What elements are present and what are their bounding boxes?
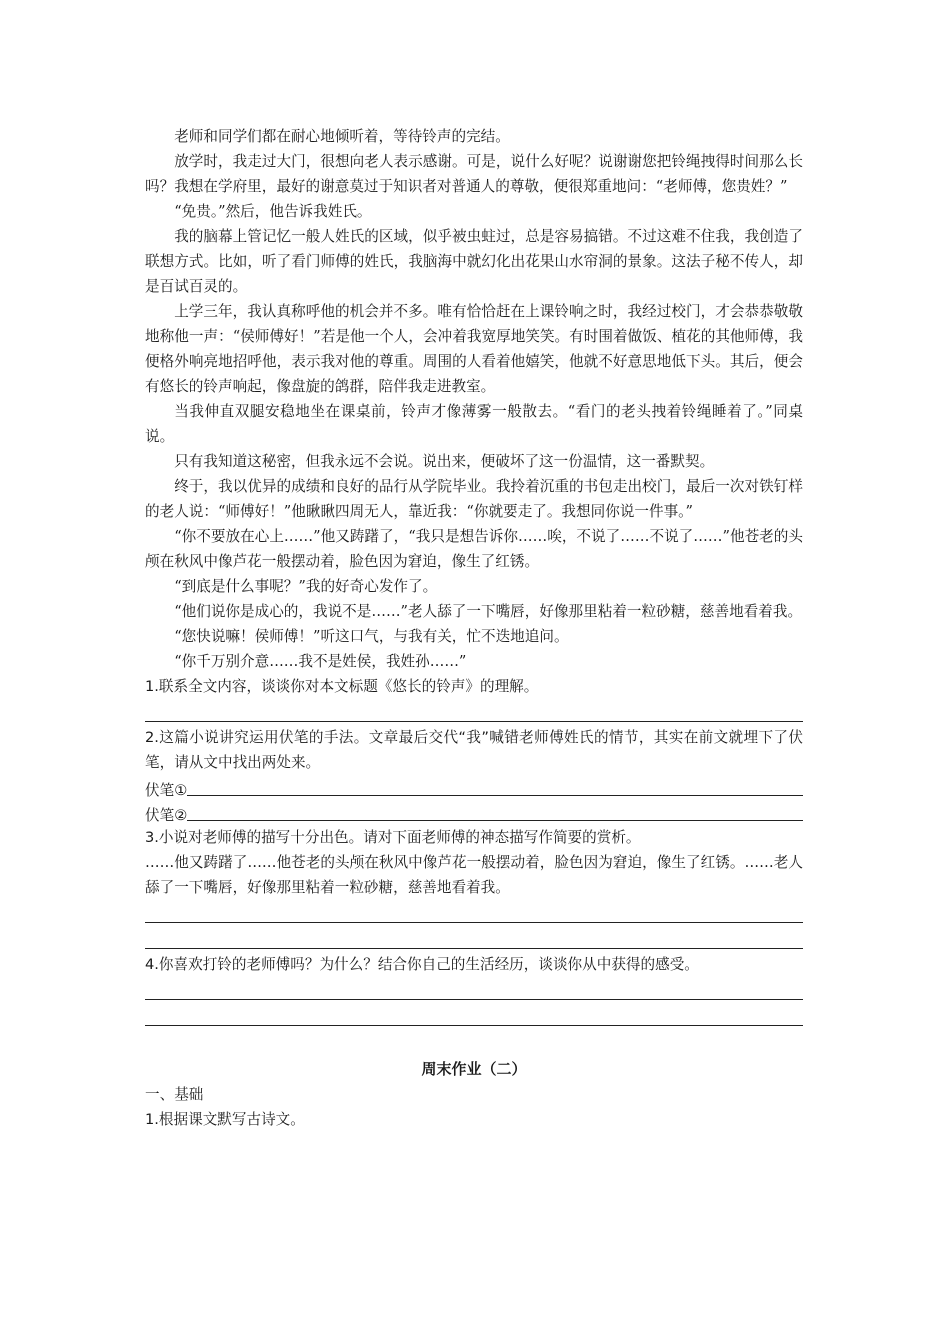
- question-4-text: 4.你喜欢打铃的老师傅吗？为什么？结合你自己的生活经历，谈谈你从中获得的感受。: [145, 956, 699, 973]
- question-3: [145, 825, 803, 949]
- section-item: 1.根据课文默写古诗文。: [145, 1111, 305, 1128]
- story-paragraph: “到底是什么事呢？”我的好奇心发作了。: [174, 578, 438, 595]
- section-part-heading: 一、基础: [145, 1086, 204, 1103]
- story-paragraph: “他们说你是成心的，我说不是……”老人舔了一下嘴唇，好像那里粘着一粒砂糖，慈善地看着我。: [174, 603, 803, 620]
- section-title: 周末作业（二）: [421, 1060, 527, 1078]
- question-2-text: 2.这篇小说讲究运用伏笔的手法。文章最后交代“我”喊错老师傅姓氏的情节，其实在前文就埋下了伏笔，请从文中找出两处来。: [145, 729, 803, 771]
- answer-line[interactable]: [145, 699, 803, 722]
- answer-line[interactable]: [145, 1003, 803, 1026]
- story-paragraph: “免贵。”然后，他告诉我姓氏。: [174, 203, 372, 220]
- story-paragraph: 我的脑幕上管记忆一般人姓氏的区域，似乎被虫蛀过，总是容易搞错。不过这难不住我，我创造了联想方式。比如，听了看门师傅的姓氏，我脑海中就幻化出花果山水帘洞的景象。这法子秘不传人，却是百试百灵的。: [145, 228, 803, 295]
- story-paragraph: 放学时，我走过大门，很想向老人表示感谢。可是，说什么好呢？说谢谢您把铃绳拽得时间那么长吗？我想在学府里，最好的谢意莫过于知识者对普通人的尊敬，便很郑重地问：“老师傅，您贵姓？”: [145, 153, 803, 195]
- worksheet-page: [145, 124, 803, 1132]
- question-3-text: 3.小说对老师傅的描写十分出色。请对下面老师傅的神态描写作简要的赏析。: [145, 829, 641, 846]
- question-4: [145, 952, 803, 1026]
- answer-line[interactable]: [145, 977, 803, 1000]
- question-1: [145, 674, 803, 722]
- foreshadow-2-answer-line[interactable]: [187, 802, 803, 821]
- story-paragraph: 上学三年，我认真称呼他的机会并不多。唯有恰恰赶在上课铃响之时，我经过校门，才会恭恭敬敬地称他一声：“侯师傅好！”若是他一个人，会冲着我宽厚地笑笑。有时围着做饭、植花的其他师傅，我便格外响亮地招呼他，表示我对他的尊重。周围的人看着他嬉笑，他就不好意思地低下头。其后，便会有悠长的铃声响起，像盘旋的鸽群，陪伴我走进教室。: [145, 303, 803, 395]
- foreshadow-1-row: [145, 775, 803, 800]
- answer-line[interactable]: [145, 900, 803, 923]
- foreshadow-1-label: 伏笔①: [145, 782, 188, 799]
- foreshadow-2-label: 伏笔②: [145, 807, 188, 824]
- story-text: [145, 124, 803, 674]
- foreshadow-1-answer-line[interactable]: [187, 777, 803, 796]
- story-paragraph: 当我伸直双腿安稳地坐在课桌前，铃声才像薄雾一般散去。“看门的老头拽着铃绳睡着了。”同桌说。: [145, 403, 803, 445]
- question-1-text: 1.联系全文内容，谈谈你对本文标题《悠长的铃声》的理解。: [145, 678, 539, 695]
- foreshadow-2-row: [145, 800, 803, 825]
- question-2: [145, 725, 803, 825]
- story-paragraph: 老师和同学们都在耐心地倾听着，等待铃声的完结。: [174, 128, 510, 145]
- story-paragraph: 只有我知道这秘密，但我永远不会说。说出来，便破坏了这一份温情，这一番默契。: [174, 453, 715, 470]
- story-paragraph: 终于，我以优异的成绩和良好的品行从学院毕业。我拎着沉重的书包走出校门，最后一次对铁钉样的老人说：“师傅好！”他瞅瞅四周无人，靠近我：“你就要走了。我想同你说一件事。”: [145, 478, 803, 520]
- answer-line[interactable]: [145, 926, 803, 949]
- story-paragraph: “您快说嘛！侯师傅！”听这口气，与我有关，忙不迭地追问。: [174, 628, 569, 645]
- question-3-quote: ……他又踌躇了……他苍老的头颅在秋风中像芦花一般摆动着，脸色因为窘迫，像生了红锈。……老人舔了一下嘴唇，好像那里粘着一粒砂糖，慈善地看着我。: [145, 854, 803, 896]
- story-paragraph: “你不要放在心上……”他又踌躇了，“我只是想告诉你……唉，不说了……不说了……”他苍老的头颅在秋风中像芦花一般摆动着，脸色因为窘迫，像生了红锈。: [145, 528, 803, 570]
- story-paragraph: “你千万别介意……我不是姓侯，我姓孙……”: [174, 653, 467, 670]
